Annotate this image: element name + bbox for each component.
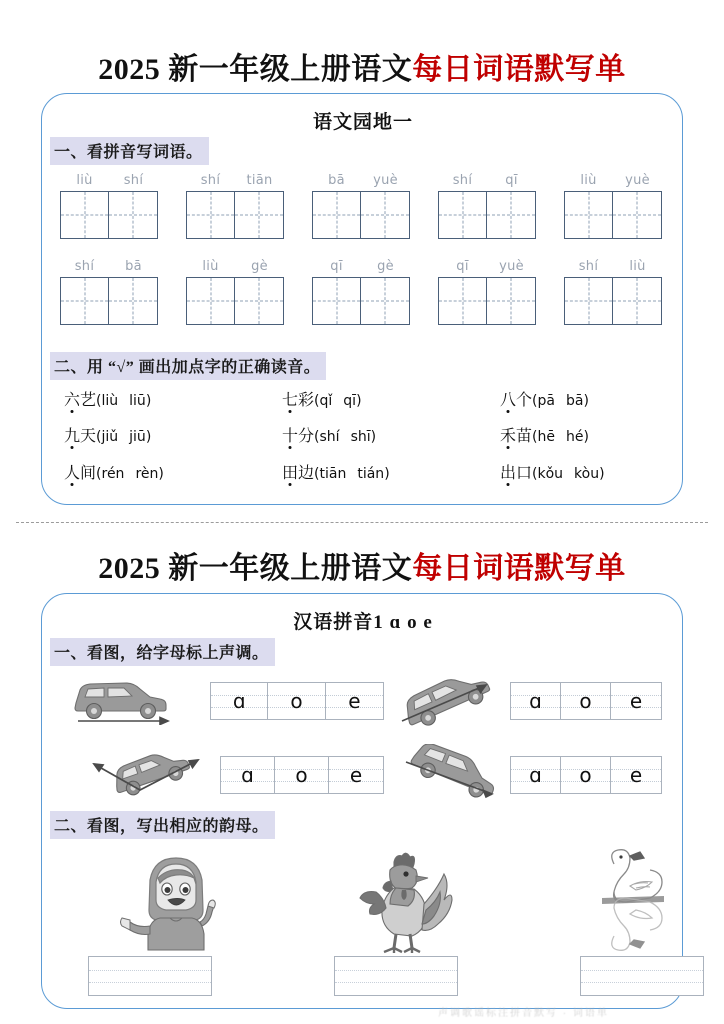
sheet2-title-red: 每日词语默写单: [412, 552, 626, 585]
pinyin-letter: o: [579, 689, 592, 713]
choice-options[interactable]: (hē hé): [532, 429, 589, 445]
pinyin-syllable: yuè: [373, 173, 398, 188]
sheet2-section1-heading-wrap: [50, 638, 275, 666]
pinyin-syllable: gè: [377, 259, 394, 274]
choice-item[interactable]: [500, 423, 589, 446]
pinyin-letter: o: [579, 763, 592, 787]
choice-option-b[interactable]: tián: [357, 466, 385, 482]
pinyin-syllable: tiān: [246, 173, 273, 188]
choice-options[interactable]: (pā bā): [532, 393, 589, 409]
car-flat-arrow-right-image: [64, 673, 182, 725]
tianzige-cell[interactable]: [313, 192, 361, 238]
dotted-char: 七: [282, 387, 298, 410]
sheet1-section2-heading: 二、用 “√” 画出加点字的正确读音。: [50, 352, 326, 380]
choice-item[interactable]: [64, 460, 164, 483]
rooster-image: [350, 848, 456, 954]
tianzige-cell[interactable]: [613, 192, 661, 238]
tianzige-cell[interactable]: [313, 278, 361, 324]
sheet1-title-black: 2025 新一年级上册语文: [98, 53, 413, 86]
choice-word-rest: 天: [80, 428, 97, 445]
tianzige-cell[interactable]: [439, 192, 487, 238]
sheet2-section2-heading: 二、看图，写出相应的韵母。: [50, 811, 275, 839]
pinyin-letter: e: [629, 763, 643, 787]
choice-word-rest: 个: [516, 392, 533, 409]
pinyin-letter: ɑ: [529, 763, 542, 787]
tianzige-boxes[interactable]: [312, 191, 410, 239]
pinyin-letter: ɑ: [232, 689, 246, 713]
dotted-char: 禾: [500, 423, 516, 446]
tianzige-cell[interactable]: [361, 192, 409, 238]
sheet1-section1-heading-wrap: [50, 137, 209, 165]
pinyin-syllable: liù: [580, 173, 597, 188]
pinyin-cell[interactable]: [611, 757, 661, 793]
choice-word-rest: 边: [298, 465, 315, 482]
sheet1-section1-heading: 一、看拼音写词语。: [50, 137, 209, 165]
choice-options[interactable]: (liù liū): [96, 393, 152, 409]
answer-box[interactable]: [88, 956, 212, 996]
choice-word-rest: 间: [80, 465, 97, 482]
pinyin-letter: e: [348, 689, 361, 713]
choice-item[interactable]: [282, 460, 390, 483]
girl-pointing-image: [120, 850, 232, 954]
pinyin-fourline-grid[interactable]: [220, 756, 384, 794]
pinyin-cell[interactable]: [211, 683, 268, 719]
tianzige-cell[interactable]: [187, 278, 235, 324]
choice-option-b[interactable]: bā: [565, 393, 584, 409]
choice-word-rest: 苗: [516, 428, 533, 445]
pinyin-syllable: bā: [125, 259, 142, 274]
dotted-char: 八: [500, 387, 516, 410]
tianzige-boxes[interactable]: [438, 191, 536, 239]
tianzige-pinyin: [186, 259, 284, 274]
tianzige-group[interactable]: [60, 173, 158, 239]
tianzige-cell[interactable]: [109, 192, 157, 238]
pinyin-fourline-grid[interactable]: [510, 682, 662, 720]
tianzige-group[interactable]: [438, 259, 536, 325]
choice-option-b[interactable]: rèn: [135, 466, 159, 482]
choice-option-a[interactable]: liù: [101, 393, 119, 409]
choice-item[interactable]: [282, 387, 362, 410]
tianzige-cell[interactable]: [487, 192, 535, 238]
tianzige-group[interactable]: [312, 173, 410, 239]
tianzige-group[interactable]: [564, 259, 662, 325]
tianzige-pinyin: [60, 173, 158, 188]
dotted-char: 九: [64, 423, 80, 446]
choice-options[interactable]: (kǒu kòu): [532, 466, 605, 482]
pinyin-syllable: qī: [505, 173, 518, 188]
tianzige-cell[interactable]: [361, 278, 409, 324]
tianzige-cell[interactable]: [439, 278, 487, 324]
goose-reflection-image: [586, 844, 678, 954]
tianzige-group[interactable]: [60, 259, 158, 325]
pinyin-fourline-grid[interactable]: [510, 756, 662, 794]
choice-word-rest: 分: [298, 428, 315, 445]
tianzige-boxes[interactable]: [186, 191, 284, 239]
tianzige-boxes[interactable]: [60, 191, 158, 239]
pinyin-syllable: liù: [202, 259, 219, 274]
choice-options[interactable]: (tiān tián): [314, 466, 390, 482]
page-separator: [16, 522, 708, 523]
pinyin-syllable: liù: [629, 259, 646, 274]
pinyin-syllable: liù: [76, 173, 93, 188]
tianzige-pinyin: [60, 259, 158, 274]
choice-option-b[interactable]: qī: [343, 393, 357, 409]
choice-item[interactable]: [500, 460, 605, 483]
answer-box[interactable]: [334, 956, 458, 996]
tianzige-boxes[interactable]: [60, 277, 158, 325]
choice-word-rest: 艺: [80, 392, 97, 409]
tianzige-cell[interactable]: [565, 192, 613, 238]
sheet2-subtitle: 汉语拼音1 ɑ o e: [293, 612, 433, 633]
tianzige-cell[interactable]: [61, 278, 109, 324]
pinyin-syllable: shí: [123, 173, 144, 188]
tianzige-cell[interactable]: [487, 278, 535, 324]
pinyin-cell[interactable]: [561, 683, 611, 719]
choice-options[interactable]: (jiǔ jiū): [96, 429, 152, 445]
choice-option-b[interactable]: liū: [129, 393, 146, 409]
sheet2-section1-heading: 一、看图，给字母标上声调。: [50, 638, 275, 666]
tianzige-cell[interactable]: [61, 192, 109, 238]
pinyin-cell[interactable]: [511, 757, 561, 793]
sheet1-title: [0, 44, 724, 88]
choice-option-a[interactable]: pā: [537, 393, 555, 409]
tianzige-group[interactable]: [186, 259, 284, 325]
pinyin-letter: ɑ: [529, 689, 542, 713]
pinyin-cell[interactable]: [611, 683, 661, 719]
sheet2-card: [41, 593, 683, 1009]
dotted-char: 出: [500, 460, 516, 483]
choice-options[interactable]: (qǐ qī): [314, 393, 362, 409]
pinyin-letter: ɑ: [241, 763, 254, 787]
pinyin-letter: e: [349, 763, 363, 787]
choice-option-b[interactable]: shī: [350, 429, 371, 445]
pinyin-fourline-grid[interactable]: [210, 682, 384, 720]
pinyin-syllable: shí: [200, 173, 221, 188]
tianzige-pinyin: [564, 259, 662, 274]
choice-option-b[interactable]: hé: [566, 429, 584, 445]
tianzige-boxes[interactable]: [312, 277, 410, 325]
tianzige-pinyin: [312, 173, 410, 188]
choice-options[interactable]: (shí shī): [314, 429, 377, 445]
sheet2-title: [0, 543, 724, 587]
choice-option-a[interactable]: tiān: [319, 466, 347, 482]
car-uphill-arrow-up-image: [390, 671, 502, 726]
choice-option-a[interactable]: hē: [537, 429, 555, 445]
tianzige-pinyin: [438, 173, 536, 188]
choice-options[interactable]: (rén rèn): [96, 466, 164, 482]
tianzige-cell[interactable]: [235, 278, 283, 324]
choice-option-a[interactable]: kǒu: [537, 466, 564, 482]
choice-word-rest: 口: [516, 465, 533, 482]
choice-item[interactable]: [64, 423, 151, 446]
dotted-char: 六: [64, 387, 80, 410]
pinyin-letter: e: [629, 689, 643, 713]
car-dip-arrows-down-up-image: [80, 746, 212, 800]
pinyin-cell[interactable]: [511, 683, 561, 719]
tianzige-boxes[interactable]: [564, 277, 662, 325]
tianzige-boxes[interactable]: [564, 191, 662, 239]
sheet1-section2-heading-wrap: [50, 352, 326, 380]
tianzige-pinyin: [186, 173, 284, 188]
choice-option-a[interactable]: qǐ: [319, 393, 333, 409]
tianzige-boxes[interactable]: [186, 277, 284, 325]
pinyin-syllable: bā: [328, 173, 345, 188]
page-watermark: 声调歌谣标注拼音默写 · 词语单: [438, 1008, 609, 1019]
pinyin-syllable: shí: [74, 259, 95, 274]
sheet2-section2-heading-wrap: [50, 811, 275, 839]
tianzige-cell[interactable]: [109, 278, 157, 324]
tianzige-group[interactable]: [438, 173, 536, 239]
pinyin-cell[interactable]: [221, 757, 275, 793]
dotted-char: 十: [282, 423, 298, 446]
choice-option-a[interactable]: shí: [319, 429, 340, 445]
tianzige-pinyin: [564, 173, 662, 188]
tianzige-cell[interactable]: [187, 192, 235, 238]
tianzige-pinyin: [312, 259, 410, 274]
choice-word-rest: 彩: [298, 392, 315, 409]
dotted-char: 人: [64, 460, 80, 483]
tianzige-group[interactable]: [312, 259, 410, 325]
tianzige-group[interactable]: [186, 173, 284, 239]
pinyin-syllable: gè: [251, 259, 268, 274]
pinyin-syllable: yuè: [625, 173, 650, 188]
tianzige-cell[interactable]: [565, 278, 613, 324]
sheet2-title-black: 2025 新一年级上册语文: [98, 552, 413, 585]
pinyin-cell[interactable]: [326, 683, 383, 719]
dotted-char: 田: [282, 460, 298, 483]
tianzige-boxes[interactable]: [438, 277, 536, 325]
choice-option-a[interactable]: rén: [101, 466, 125, 482]
pinyin-syllable: shí: [578, 259, 599, 274]
pinyin-syllable: yuè: [499, 259, 524, 274]
tianzige-cell[interactable]: [235, 192, 283, 238]
choice-item[interactable]: [500, 387, 589, 410]
pinyin-cell[interactable]: [329, 757, 383, 793]
pinyin-syllable: shí: [452, 173, 473, 188]
choice-option-b[interactable]: kòu: [574, 466, 600, 482]
pinyin-cell[interactable]: [275, 757, 329, 793]
tianzige-pinyin: [438, 259, 536, 274]
pinyin-letter: o: [295, 763, 308, 787]
answer-box[interactable]: [580, 956, 704, 996]
tianzige-group[interactable]: [564, 173, 662, 239]
sheet1-subtitle: 语文园地一: [312, 112, 413, 133]
sheet1-title-red: 每日词语默写单: [412, 53, 626, 86]
sheet1-card: [41, 93, 683, 505]
tianzige-cell[interactable]: [613, 278, 661, 324]
pinyin-cell[interactable]: [268, 683, 325, 719]
choice-option-a[interactable]: jiǔ: [101, 429, 119, 445]
car-downhill-arrow-down-image: [398, 744, 510, 800]
pinyin-syllable: qī: [456, 259, 469, 274]
pinyin-cell[interactable]: [561, 757, 611, 793]
pinyin-syllable: qī: [330, 259, 343, 274]
pinyin-letter: o: [290, 689, 303, 713]
choice-item[interactable]: [282, 423, 376, 446]
choice-option-b[interactable]: jiū: [129, 429, 146, 445]
choice-item[interactable]: [64, 387, 151, 410]
